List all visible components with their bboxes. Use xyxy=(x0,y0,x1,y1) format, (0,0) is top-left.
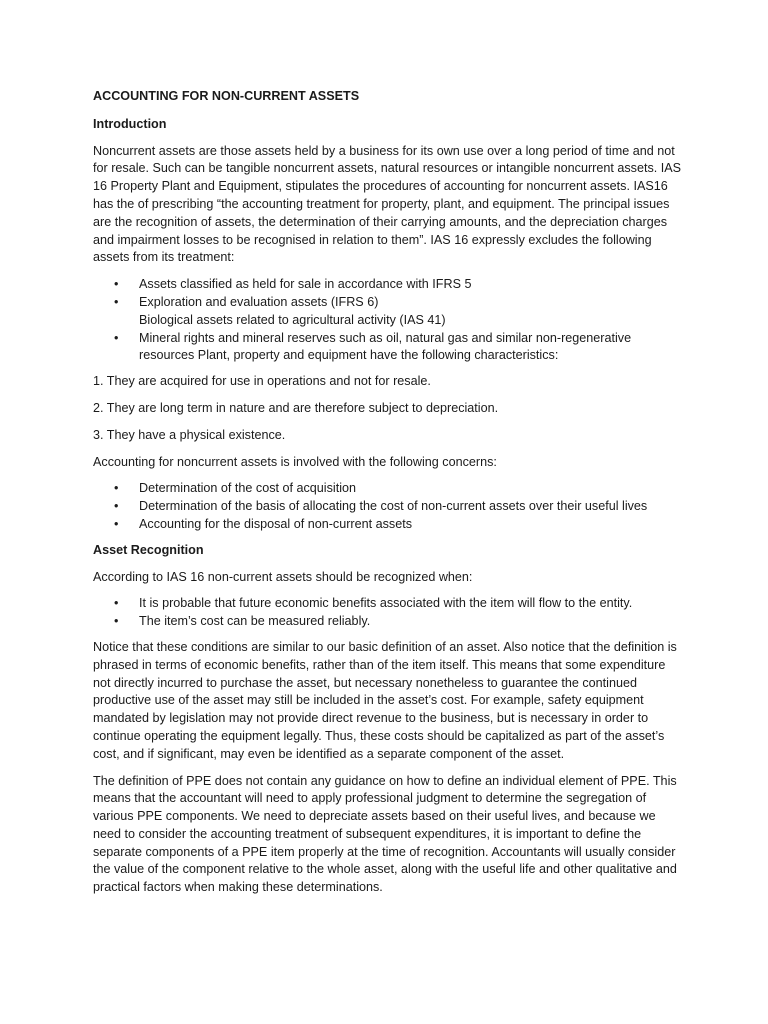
document-title: ACCOUNTING FOR NON-CURRENT ASSETS xyxy=(93,89,360,103)
list-item xyxy=(93,498,683,516)
characteristic-item: 3. They have a physical existence. xyxy=(93,427,286,442)
asset-recognition-heading: Asset Recognition xyxy=(93,542,204,557)
exclusions-list xyxy=(93,276,683,365)
introduction-heading: Introduction xyxy=(93,116,167,131)
list-item-text: Mineral rights and mineral reserves such as oil, natural gas and similar non-regenerative resources Plant, property and equipment have the following characteristics: xyxy=(139,330,632,363)
introduction-paragraph: Noncurrent assets are those assets held by a business for its own use over a long period of time and not for resale. Such can be tangible noncurrent assets, natural resources or intangible noncurrent assets. IAS 16 Property Plant and Equipment, stipulates the procedures of accounting for noncurrent assets. IAS16 has the of prescribing “the accounting treatment for property, plant, and equipment. The principal issues are the recognition of assets, the determination of their carrying amounts, and the depreciation charges and impairment losses to be recognised in relation to them”. IAS 16 expressly excludes the following assets from its treatment: xyxy=(93,143,682,265)
list-item-text: Biological assets related to agricultural activity (IAS 41) xyxy=(139,312,446,327)
bullet-icon: • xyxy=(114,277,119,292)
document-page xyxy=(93,88,683,906)
list-item-text: It is probable that future economic benefits associated with the item will flow to the entity. xyxy=(139,596,633,611)
bullet-icon: • xyxy=(114,614,119,629)
recognition-intro: According to IAS 16 non-current assets should be recognized when: xyxy=(93,569,473,584)
recognition-conditions-list xyxy=(93,595,683,631)
list-item xyxy=(93,276,683,294)
concerns-intro: Accounting for noncurrent assets is involved with the following concerns: xyxy=(93,454,497,469)
list-item-text: Exploration and evaluation assets (IFRS 6) xyxy=(139,294,379,309)
characteristic-item: 1. They are acquired for use in operations and not for resale. xyxy=(93,374,431,389)
list-item xyxy=(93,613,683,631)
characteristic-item: 2. They are long term in nature and are therefore subject to depreciation. xyxy=(93,400,499,415)
list-item xyxy=(93,480,683,498)
concerns-list xyxy=(93,480,683,533)
list-item-text: Accounting for the disposal of non-current assets xyxy=(139,516,413,531)
bullet-icon: • xyxy=(114,516,119,531)
list-item xyxy=(93,516,683,534)
bullet-icon: • xyxy=(114,330,119,345)
list-item xyxy=(93,595,683,613)
bullet-icon: • xyxy=(114,596,119,611)
ppe-definition-paragraph: The definition of PPE does not contain any guidance on how to define an individual element of PPE. This means that the accountant will need to apply professional judgment to determine the segregation of various PPE components. We need to depreciate assets based on their useful lives, and because we need to consider the accounting treatment of subsequent expenditures, it is important to define the separate components of a PPE item properly at the time of recognition. Accountants will usually consider the value of the component relative to the whole asset, along with the useful life and other qualitative and practical factors when making these determinations. xyxy=(93,773,677,895)
bullet-icon: • xyxy=(114,481,119,496)
notice-paragraph: Notice that these conditions are similar to our basic definition of an asset. Also notice that the definition is phrased in terms of economic benefits, rather than of the item itself. This means that some expenditure not directly incurred to purchase the asset, but necessary nonetheless to guarantee the continued productive use of the asset may still be included in the asset’s cost. For example, safety equipment mandated by legislation may not provide direct revenue to the business, but is necessary in order to continue operating the equipment legally. Thus, these costs should be capitalized as part of the asset’s cost, and if significant, may even be identified as a separate component of the asset. xyxy=(93,639,677,761)
list-item xyxy=(93,330,683,366)
list-item-text: The item’s cost can be measured reliably. xyxy=(139,614,371,629)
list-item-text: Assets classified as held for sale in accordance with IFRS 5 xyxy=(139,277,472,292)
list-item-text: Determination of the basis of allocating the cost of non-current assets over their useful lives xyxy=(139,499,648,514)
bullet-icon: • xyxy=(114,499,119,514)
bullet-icon: • xyxy=(114,294,119,309)
list-item xyxy=(93,294,683,330)
list-item-text: Determination of the cost of acquisition xyxy=(139,481,357,496)
